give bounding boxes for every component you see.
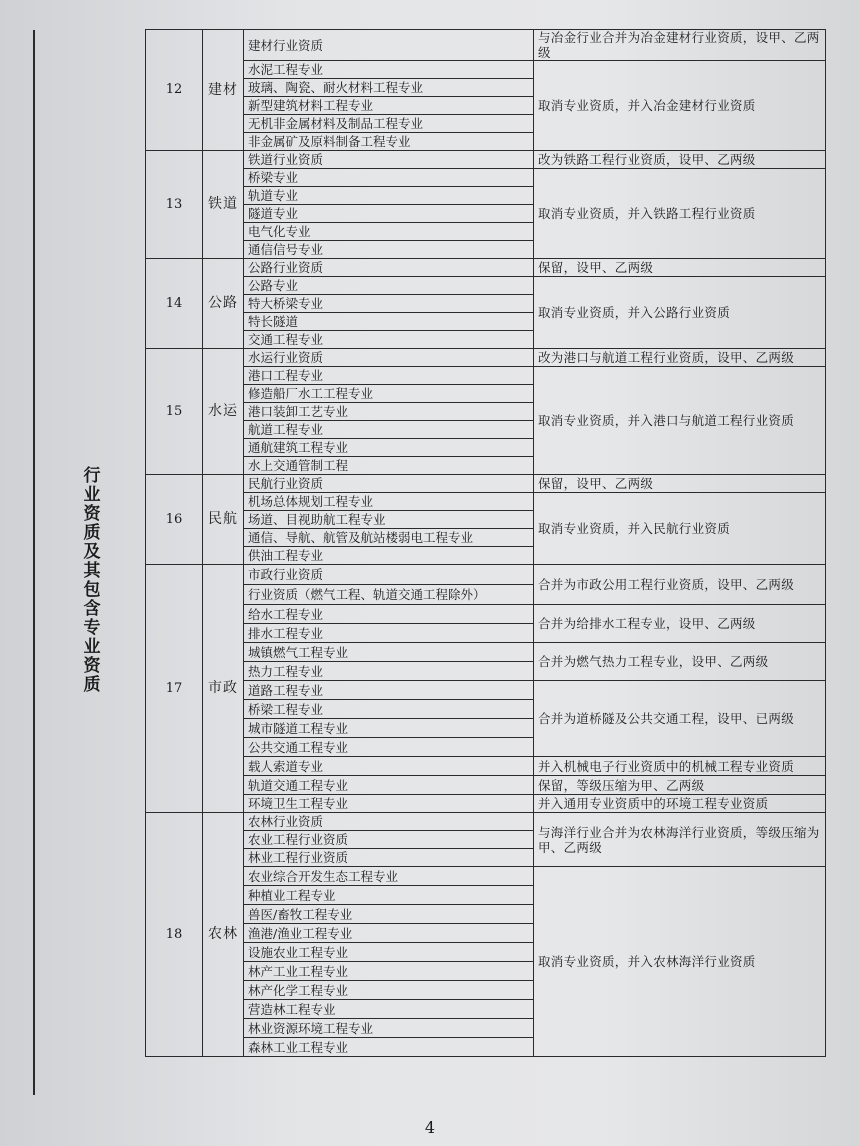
professional-qualification: 特长隧道 — [244, 313, 534, 331]
professional-qualification: 桥梁专业 — [244, 169, 534, 187]
table-row — [146, 367, 826, 385]
professional-qualification: 载人索道专业 — [244, 757, 534, 776]
professional-qualification: 修造船厂水工工程专业 — [244, 385, 534, 403]
professional-qualification: 林产工业工程专业 — [244, 962, 534, 981]
adjustment-remark: 取消专业资质，并入冶金建材行业资质 — [534, 61, 826, 151]
side-label: 行业资质及其包含专业资质 — [79, 466, 100, 694]
group-category: 建材 — [203, 30, 244, 151]
adjustment-remark: 取消专业资质，并入农林海洋行业资质 — [534, 867, 826, 1057]
table-row — [146, 30, 826, 61]
professional-qualification: 非金属矿及原料制备工程专业 — [244, 133, 534, 151]
adjustment-remark: 合并为道桥隧及公共交通工程，设甲、已两级 — [534, 681, 826, 757]
margin-line — [33, 30, 35, 1095]
adjustment-remark: 与海洋行业合并为农林海洋行业资质，等级压缩为甲、乙两级 — [534, 813, 826, 867]
table-row — [146, 349, 826, 367]
table-row — [146, 565, 826, 585]
group-number: 18 — [146, 813, 203, 1057]
professional-qualification: 港口工程专业 — [244, 367, 534, 385]
group-number: 12 — [146, 30, 203, 151]
group-number: 13 — [146, 151, 203, 259]
adjustment-remark: 保留，设甲、乙两级 — [534, 475, 826, 493]
professional-qualification: 无机非金属材料及制品工程专业 — [244, 115, 534, 133]
table-row — [146, 681, 826, 700]
professional-qualification: 交通工程专业 — [244, 331, 534, 349]
table-row — [146, 61, 826, 79]
professional-qualification: 公共交通工程专业 — [244, 738, 534, 757]
professional-qualification: 通航建筑工程专业 — [244, 439, 534, 457]
professional-qualification: 给水工程专业 — [244, 605, 534, 624]
group-category: 市政 — [203, 565, 244, 813]
group-category: 铁道 — [203, 151, 244, 259]
professional-qualification: 场道、目视助航工程专业 — [244, 511, 534, 529]
group-category: 农林 — [203, 813, 244, 1057]
adjustment-remark: 合并为给排水工程专业，设甲、乙两级 — [534, 605, 826, 643]
qualification-table — [145, 29, 826, 1057]
adjustment-remark: 取消专业资质，并入民航行业资质 — [534, 493, 826, 565]
group-category: 民航 — [203, 475, 244, 565]
professional-qualification: 林业工程行业资质 — [244, 849, 534, 867]
table-row — [146, 169, 826, 187]
professional-qualification: 热力工程专业 — [244, 662, 534, 681]
adjustment-remark: 并入通用专业资质中的环境工程专业资质 — [534, 795, 826, 813]
table-row — [146, 776, 826, 795]
professional-qualification: 水上交通管制工程 — [244, 457, 534, 475]
professional-qualification: 新型建筑材料工程专业 — [244, 97, 534, 115]
adjustment-remark: 取消专业资质，并入铁路工程行业资质 — [534, 169, 826, 259]
professional-qualification: 铁道行业资质 — [244, 151, 534, 169]
professional-qualification: 行业资质（燃气工程、轨道交通工程除外） — [244, 585, 534, 605]
professional-qualification: 玻璃、陶瓷、耐火材料工程专业 — [244, 79, 534, 97]
professional-qualification: 航道工程专业 — [244, 421, 534, 439]
professional-qualification: 水运行业资质 — [244, 349, 534, 367]
adjustment-remark: 改为铁路工程行业资质，设甲、乙两级 — [534, 151, 826, 169]
table-row — [146, 151, 826, 169]
table-row — [146, 277, 826, 295]
professional-qualification: 民航行业资质 — [244, 475, 534, 493]
professional-qualification: 公路行业资质 — [244, 259, 534, 277]
professional-qualification: 轨道交通工程专业 — [244, 776, 534, 795]
professional-qualification: 道路工程专业 — [244, 681, 534, 700]
professional-qualification: 森林工业工程专业 — [244, 1038, 534, 1057]
professional-qualification: 营造林工程专业 — [244, 1000, 534, 1019]
table-row — [146, 493, 826, 511]
table-row — [146, 813, 826, 831]
professional-qualification: 轨道专业 — [244, 187, 534, 205]
adjustment-remark: 保留，等级压缩为甲、乙两级 — [534, 776, 826, 795]
professional-qualification: 农业工程行业资质 — [244, 831, 534, 849]
group-number: 17 — [146, 565, 203, 813]
group-number: 16 — [146, 475, 203, 565]
group-category: 公路 — [203, 259, 244, 349]
adjustment-remark: 保留，设甲、乙两级 — [534, 259, 826, 277]
page-number: 4 — [424, 1118, 436, 1137]
professional-qualification: 机场总体规划工程专业 — [244, 493, 534, 511]
professional-qualification: 农业综合开发生态工程专业 — [244, 867, 534, 886]
professional-qualification: 隧道专业 — [244, 205, 534, 223]
professional-qualification: 港口装卸工艺专业 — [244, 403, 534, 421]
professional-qualification: 林业资源环境工程专业 — [244, 1019, 534, 1038]
table-row — [146, 757, 826, 776]
professional-qualification: 排水工程专业 — [244, 624, 534, 643]
professional-qualification: 城镇燃气工程专业 — [244, 643, 534, 662]
table-row — [146, 605, 826, 624]
adjustment-remark: 合并为市政公用工程行业资质，设甲、乙两级 — [534, 565, 826, 605]
adjustment-remark: 改为港口与航道工程行业资质，设甲、乙两级 — [534, 349, 826, 367]
professional-qualification: 桥梁工程专业 — [244, 700, 534, 719]
professional-qualification: 通信、导航、航管及航站楼弱电工程专业 — [244, 529, 534, 547]
adjustment-remark: 与冶金行业合并为冶金建材行业资质，设甲、乙两级 — [534, 30, 826, 61]
professional-qualification: 城市隧道工程专业 — [244, 719, 534, 738]
professional-qualification: 电气化专业 — [244, 223, 534, 241]
professional-qualification: 特大桥梁专业 — [244, 295, 534, 313]
professional-qualification: 兽医/畜牧工程专业 — [244, 905, 534, 924]
professional-qualification: 市政行业资质 — [244, 565, 534, 585]
professional-qualification: 水泥工程专业 — [244, 61, 534, 79]
professional-qualification: 渔港/渔业工程专业 — [244, 924, 534, 943]
professional-qualification: 林产化学工程专业 — [244, 981, 534, 1000]
professional-qualification: 环境卫生工程专业 — [244, 795, 534, 813]
group-category: 水运 — [203, 349, 244, 475]
table-row — [146, 475, 826, 493]
group-number: 14 — [146, 259, 203, 349]
adjustment-remark: 合并为燃气热力工程专业，设甲、乙两级 — [534, 643, 826, 681]
table-row — [146, 867, 826, 886]
professional-qualification: 农林行业资质 — [244, 813, 534, 831]
professional-qualification: 建材行业资质 — [244, 30, 534, 61]
professional-qualification: 供油工程专业 — [244, 547, 534, 565]
adjustment-remark: 并入机械电子行业资质中的机械工程专业资质 — [534, 757, 826, 776]
table-row — [146, 795, 826, 813]
table-row — [146, 643, 826, 662]
group-number: 15 — [146, 349, 203, 475]
adjustment-remark: 取消专业资质，并入公路行业资质 — [534, 277, 826, 349]
professional-qualification: 公路专业 — [244, 277, 534, 295]
professional-qualification: 种植业工程专业 — [244, 886, 534, 905]
professional-qualification: 通信信号专业 — [244, 241, 534, 259]
professional-qualification: 设施农业工程专业 — [244, 943, 534, 962]
adjustment-remark: 取消专业资质，并入港口与航道工程行业资质 — [534, 367, 826, 475]
table-row — [146, 259, 826, 277]
